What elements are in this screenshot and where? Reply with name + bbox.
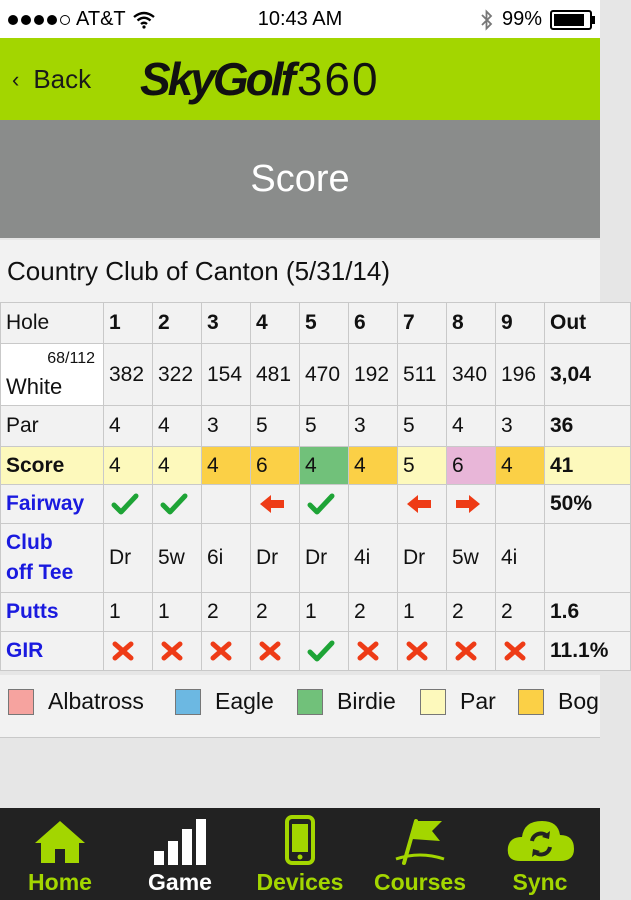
- tab-devices[interactable]: [240, 808, 360, 900]
- legend-swatch: [8, 689, 34, 715]
- score-legend: [0, 675, 600, 738]
- status-right: [480, 8, 592, 31]
- par-cell: 3: [496, 406, 545, 447]
- app-header: [0, 38, 600, 120]
- fairway-cell[interactable]: [251, 485, 300, 524]
- tee-row: [1, 344, 631, 406]
- putts-cell[interactable]: 2: [496, 593, 545, 632]
- putts-cell[interactable]: 2: [251, 593, 300, 632]
- hole-number: 5: [300, 303, 349, 344]
- gir-cell[interactable]: [447, 632, 496, 671]
- score-total: 41: [545, 447, 631, 485]
- hole-number: 9: [496, 303, 545, 344]
- club-total: [545, 524, 631, 593]
- legend-item: [8, 688, 144, 715]
- yardage-total: 3,04: [545, 344, 631, 406]
- bluetooth-icon: [480, 9, 494, 31]
- legend-item: [420, 688, 496, 715]
- chevron-left-icon: ‹: [12, 66, 20, 92]
- hole-row: [1, 303, 631, 344]
- putts-cell[interactable]: 2: [202, 593, 251, 632]
- yardage-cell: 470: [300, 344, 349, 406]
- score-cell[interactable]: 4: [202, 447, 251, 485]
- yardage-cell: 322: [153, 344, 202, 406]
- hole-label: Hole: [1, 303, 104, 344]
- yardage-cell: 154: [202, 344, 251, 406]
- putts-cell[interactable]: 1: [398, 593, 447, 632]
- yardage-cell: 340: [447, 344, 496, 406]
- gir-label[interactable]: GIR: [1, 632, 104, 671]
- score-cell[interactable]: 5: [398, 447, 447, 485]
- putts-row: [1, 593, 631, 632]
- gir-total: 11.1%: [545, 632, 631, 671]
- miss-x-icon: [258, 640, 282, 662]
- legend-item: [518, 688, 599, 715]
- course-name: Country Club of Canton (5/31/14): [0, 240, 600, 302]
- page-title: Score: [0, 120, 600, 238]
- bar-chart-icon: [152, 817, 208, 865]
- hole-number: 7: [398, 303, 447, 344]
- score-cell[interactable]: 6: [447, 447, 496, 485]
- putts-cell[interactable]: 2: [447, 593, 496, 632]
- score-cell[interactable]: 4: [153, 447, 202, 485]
- gir-cell[interactable]: [202, 632, 251, 671]
- par-total: 36: [545, 406, 631, 447]
- fairway-cell[interactable]: [349, 485, 398, 524]
- hit-check-icon: [307, 640, 335, 662]
- par-cell: 3: [202, 406, 251, 447]
- legend-label: Albatross: [48, 688, 144, 714]
- par-label: Par: [1, 406, 104, 447]
- fairway-label[interactable]: Fairway: [1, 485, 104, 524]
- bottom-tab-bar: [0, 808, 600, 900]
- hole-number: 6: [349, 303, 398, 344]
- fairway-cell[interactable]: [398, 485, 447, 524]
- fairway-cell[interactable]: [104, 485, 153, 524]
- yardage-cell: 511: [398, 344, 447, 406]
- score-cell[interactable]: 4: [104, 447, 153, 485]
- tab-game[interactable]: [120, 808, 240, 900]
- tab-label: Sync: [512, 869, 568, 895]
- par-cell: 4: [104, 406, 153, 447]
- back-label: Back: [33, 64, 92, 94]
- tab-home[interactable]: [0, 808, 120, 900]
- legend-item: [297, 688, 396, 715]
- club-cell[interactable]: Dr: [104, 524, 153, 593]
- fairway-total: 50%: [545, 485, 631, 524]
- hole-number: 4: [251, 303, 300, 344]
- club-cell[interactable]: 5w: [153, 524, 202, 593]
- par-cell: 3: [349, 406, 398, 447]
- legend-swatch: [420, 689, 446, 715]
- legend-swatch: [175, 689, 201, 715]
- gir-cell[interactable]: [153, 632, 202, 671]
- par-cell: 5: [251, 406, 300, 447]
- fairway-cell[interactable]: [153, 485, 202, 524]
- miss-x-icon: [503, 640, 527, 662]
- putts-cell[interactable]: 1: [104, 593, 153, 632]
- fairway-cell[interactable]: [300, 485, 349, 524]
- hit-check-icon: [111, 493, 139, 515]
- flag-icon: [394, 815, 446, 865]
- score-cell[interactable]: 4: [300, 447, 349, 485]
- score-row: [1, 447, 631, 485]
- cloud-sync-icon: [504, 815, 576, 865]
- miss-left-arrow-icon: [258, 493, 286, 515]
- legend-swatch: [518, 689, 544, 715]
- legend-label: Birdie: [337, 688, 396, 714]
- par-cell: 5: [398, 406, 447, 447]
- score-cell[interactable]: 6: [251, 447, 300, 485]
- gir-cell[interactable]: [251, 632, 300, 671]
- status-bar: [0, 0, 600, 38]
- tab-label: Game: [148, 869, 212, 895]
- legend-item: [175, 688, 274, 715]
- gir-cell[interactable]: [349, 632, 398, 671]
- home-icon: [33, 819, 87, 865]
- club-cell[interactable]: Dr: [251, 524, 300, 593]
- yardage-cell: 196: [496, 344, 545, 406]
- miss-x-icon: [209, 640, 233, 662]
- par-cell: 5: [300, 406, 349, 447]
- miss-x-icon: [454, 640, 478, 662]
- par-row: [1, 406, 631, 447]
- yardage-cell: 481: [251, 344, 300, 406]
- club-cell[interactable]: 5w: [447, 524, 496, 593]
- legend-label: Bog: [558, 688, 599, 714]
- fairway-cell[interactable]: [496, 485, 545, 524]
- club-cell[interactable]: 4i: [349, 524, 398, 593]
- battery-percent: 99%: [501, 8, 542, 30]
- miss-x-icon: [111, 640, 135, 662]
- back-button[interactable]: [12, 64, 91, 95]
- carrier-label: AT&T: [76, 8, 126, 30]
- phone-icon: [284, 815, 316, 865]
- gir-cell[interactable]: [300, 632, 349, 671]
- gir-cell[interactable]: [104, 632, 153, 671]
- hit-check-icon: [160, 493, 188, 515]
- par-cell: 4: [447, 406, 496, 447]
- tab-courses[interactable]: [360, 808, 480, 900]
- miss-left-arrow-icon: [405, 493, 433, 515]
- fairway-cell[interactable]: [447, 485, 496, 524]
- battery-icon: [550, 10, 592, 30]
- miss-x-icon: [405, 640, 429, 662]
- tee-rating: 68/112: [47, 350, 95, 367]
- tee-selector[interactable]: [1, 344, 104, 406]
- hit-check-icon: [307, 493, 335, 515]
- hole-number: 3: [202, 303, 251, 344]
- tab-label: Devices: [256, 869, 344, 895]
- club-cell[interactable]: 6i: [202, 524, 251, 593]
- miss-x-icon: [160, 640, 184, 662]
- club-cell[interactable]: Dr: [398, 524, 447, 593]
- hole-number: 2: [153, 303, 202, 344]
- putts-cell[interactable]: 1: [300, 593, 349, 632]
- yardage-cell: 192: [349, 344, 398, 406]
- putts-cell[interactable]: 1: [153, 593, 202, 632]
- skygolf-logo: SkyGolf360: [140, 53, 380, 105]
- putts-cell[interactable]: 2: [349, 593, 398, 632]
- miss-x-icon: [356, 640, 380, 662]
- legend-swatch: [297, 689, 323, 715]
- hole-number: 8: [447, 303, 496, 344]
- par-cell: 4: [153, 406, 202, 447]
- gir-cell[interactable]: [398, 632, 447, 671]
- club-cell[interactable]: 4i: [496, 524, 545, 593]
- tab-sync[interactable]: [480, 808, 600, 900]
- putts-label[interactable]: Putts: [1, 593, 104, 632]
- gir-cell[interactable]: [496, 632, 545, 671]
- putts-total: 1.6: [545, 593, 631, 632]
- scorecard-table: [0, 302, 609, 671]
- tab-label: Courses: [373, 869, 467, 895]
- tee-name: White: [6, 374, 63, 399]
- club-label[interactable]: Club off Tee: [1, 524, 104, 593]
- fairway-row: [1, 485, 631, 524]
- tab-label: Home: [28, 869, 92, 895]
- score-cell[interactable]: 4: [349, 447, 398, 485]
- legend-label: Par: [460, 688, 496, 714]
- score-label: Score: [1, 447, 104, 485]
- score-cell[interactable]: 4: [496, 447, 545, 485]
- legend-label: Eagle: [215, 688, 274, 714]
- yardage-cell: 382: [104, 344, 153, 406]
- fairway-cell[interactable]: [202, 485, 251, 524]
- gir-row: [1, 632, 631, 671]
- status-time: 10:43 AM: [257, 8, 343, 30]
- club-cell[interactable]: Dr: [300, 524, 349, 593]
- hole-number: 1: [104, 303, 153, 344]
- miss-right-arrow-icon: [454, 493, 482, 515]
- club-row: [1, 524, 631, 593]
- out-label: Out: [545, 303, 631, 344]
